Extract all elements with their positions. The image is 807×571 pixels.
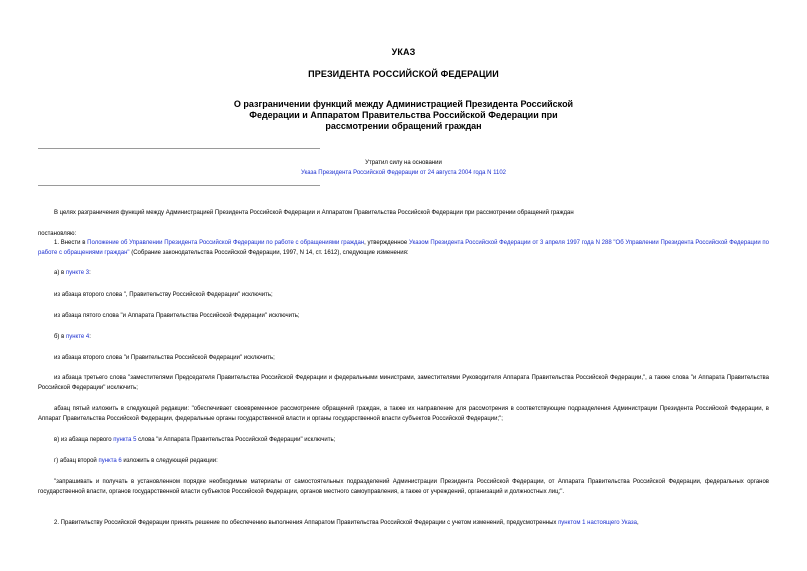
resolve-paragraph: постановляю: — [38, 231, 77, 237]
clause-4-link[interactable]: пункте 4 — [65, 334, 90, 340]
item-b-paragraph: б) в пункте 4: — [54, 334, 91, 340]
subject-line-2: Федерации и Аппаратом Правительства Российской Федерации при — [249, 110, 558, 120]
status-note — [0, 159, 807, 177]
divider-bottom — [38, 185, 320, 186]
clause-3-link[interactable]: пункте 3 — [65, 270, 90, 276]
decree-288-link[interactable]: Указом Президента Российской Федерации от 3 апреля 1997 года N 288 "Об Управлении Президента Российской Федерации по работе с обращениями граждан" — [38, 240, 770, 256]
item-a-paragraph: а) в пункте 3: — [54, 270, 91, 276]
clause-6-new-text-paragraph: "запрашивать и получать в установленном порядке необходимые материалы от самостоятельных подразделений Администрации Президента Российской Федерации, от Аппарата Правительства Российской Федерации, федеральных органов государственной власти, органов государственной власти субъектов Российской Федерации, органов местного самоуправления, а также от учреждений, организаций и должностных лиц;". — [38, 479, 769, 495]
doc-type-title: УКАЗ — [391, 47, 416, 57]
clause-4-par-3-paragraph: из абзаца третьего слова "заместителями Председателя Правительства Российской Федерации и федеральными министрами, заместителями Руководителя Аппарата Правительства Российской Федерации,", а также слова "и Аппарата Правительства Российской Федерации" исключить; — [38, 375, 769, 391]
clause-6-link[interactable]: пункта 6 — [98, 458, 122, 464]
clause-3-par-2-paragraph: из абзаца второго слова ", Правительству Российской Федерации" исключить; — [54, 292, 273, 298]
subject-line-1: О разграничении функций между Администрацией Президента Российской — [233, 99, 574, 109]
clause-4-par-2-paragraph: из абзаца второго слова "и Правительства Российской Федерации" исключить; — [54, 355, 275, 361]
clause-3-par-5-paragraph: из абзаца пятого слова "и Аппарата Правительства Российской Федерации" исключить; — [54, 313, 300, 319]
subject-line-3: рассмотрении обращений граждан — [325, 121, 482, 131]
item-g-paragraph: г) абзац второй пункта 6 изложить в следующей редакции: — [54, 458, 218, 464]
repeal-decree-link[interactable]: Указа Президента Российской Федерации от 24 августа 2004 года N 1102 — [300, 170, 506, 176]
item-1-reference-link[interactable]: пунктом 1 настоящего Указа — [558, 520, 637, 526]
preamble-paragraph: В целях разграничения функций между Администрацией Президента Российской Федерации и Аппаратом Правительства Российской Федерации при рассмотрении обращений граждан — [54, 210, 574, 216]
document-subject — [0, 99, 807, 132]
issuer-title: ПРЕЗИДЕНТА РОССИЙСКОЙ ФЕДЕРАЦИИ — [308, 69, 499, 79]
status-text: Утратил силу на основании — [365, 160, 442, 166]
clause-5-link[interactable]: пункта 5 — [113, 437, 137, 443]
item-v-paragraph: в) из абзаца первого пункта 5 слова "и Аппарата Правительства Российской Федерации" исключить; — [54, 437, 336, 443]
item-2-paragraph: 2. Правительству Российской Федерации принять решение по обеспечению выполнения Аппаратом Правительства Российской Федерации с учетом изменений, предусмотренных пунктом 1 настоящего Указа, — [54, 520, 639, 526]
item-1-paragraph: 1. Внести в Положение об Управлении Президента Российской Федерации по работе с обращениями граждан, утвержденное Указом Президента Российской Федерации от 3 апреля 1997 года N 288 "Об Управлении Президента Российской Федерации по работе с обращениями граждан" (Собрание законодательства Российской Федерации, 1997, N 14, ст. 1612), следующие изменения: — [38, 240, 770, 256]
regulation-link[interactable]: Положение об Управлении Президента Российской Федерации по работе с обращениями граждан — [87, 240, 365, 246]
clause-4-par-5-paragraph: абзац пятый изложить в следующей редакции: "обеспечивает своевременное рассмотрение обращений граждан, а также их направление для рассмотрения в соответствующие подразделения Администрации Президента Российской Федерации, в Аппарат Правительства Российской Федерации, федеральные органы государственной власти и органы государственной власти субъектов Российской Федерации;"; — [38, 406, 769, 422]
divider-top — [38, 148, 320, 149]
